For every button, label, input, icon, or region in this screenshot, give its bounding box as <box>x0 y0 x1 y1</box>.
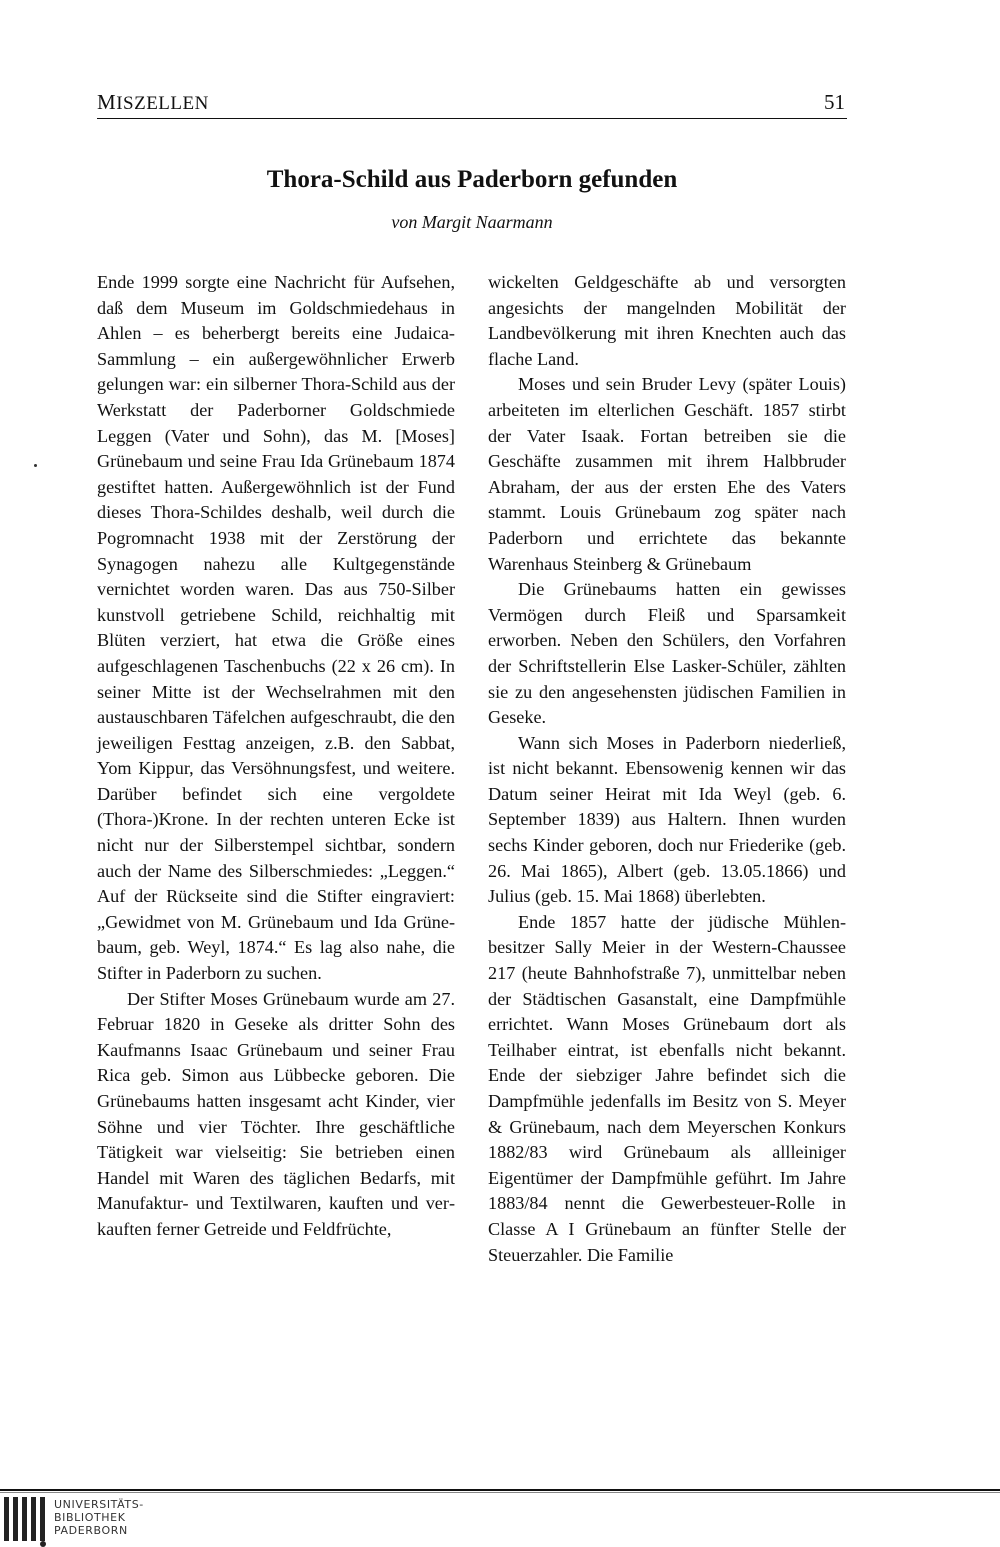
footer-rule-thin <box>0 1492 1000 1493</box>
scan-speck <box>34 464 37 467</box>
article-byline: von Margit Naarmann <box>391 212 553 232</box>
running-head <box>97 88 847 119</box>
logo-text <box>54 1498 144 1537</box>
left-column <box>97 270 455 1243</box>
paragraph: Moses und sein Bruder Levy (später Louis) arbeiteten im elterlichen Geschäft. 1857 stirbt der Vater Isaak. Fortan betreiben sie die Geschäfte zusammen mit ihrem Halbbruder Abraham, der aus der ersten Ehe des Vaters stammt. Louis Grünebaum zog später nach Paderborn und errichtete das bekannte Warenhaus Steinberg & Grünebaum <box>488 374 846 574</box>
right-column <box>488 270 846 1268</box>
paragraph: Ende 1999 sorgte eine Nachricht für Aufsehen, daß dem Museum im Goldschmiedehaus in Ahlen – es beherbergt bereits eine Judaica-Sammlung – ein außergewöhnlicher Erwerb gelungen war: ein silberner Thora-Schild aus der Werkstatt der Paderborner Goldschmiede Leggen (Vater und Sohn), das M. [Moses] Grünebaum und seine Frau Ida Grünebaum 1874 gestiftet hatten. Außergewöhnlich ist der Fund dieses Thora-Schildes deshalb, weil durch die Pogromnacht 1938 mit der Zerstörung der Synagogen nahezu alle Kultgegenstände vernichtet worden waren. Das aus 750-Silber kunstvoll getriebene Schild, reichhaltig mit Blüten verziert, hat etwa die Größe eines aufgeschlagenen Taschenbuchs (22 x 26 cm). In seiner Mitte ist der Wechselrahmen mit den austauschbaren Täfelchen aufgeschraubt, die den jeweiligen Festtag anzeigen, z.B. den Sabbat, Yom Kippur, das Versöhnungsfest, und weitere. Darüber befindet sich eine vergoldete (Thora-)Krone. In der rechten unteren Ecke ist nicht nur der Silberstempel sichtbar, sondern auch der Name des Silberschmiedes: „Leggen.“ Auf der Rückseite sind die Stifter eingraviert: „Gewidmet von M. Grünebaum und Ida Grünebaum, geb. Weyl, 1874.“ Es lag also nahe, die Stifter in Paderborn zu suchen. <box>97 272 455 984</box>
logo-line: BIBLIOTHEK <box>54 1511 126 1524</box>
paragraph: Die Grünebaums hatten ein gewisses Vermögen durch Fleiß und Sparsamkeit erworben. Neben den Schülers, den Vorfahren der Schriftstellerin Else Lasker-Schüler, zählten sie zu den angesehensten jüdischen Familien in Geseke. <box>488 579 846 728</box>
logo-line: UNIVERSITÄTS- <box>54 1498 144 1511</box>
section-title-rest: ISZELLEN <box>116 93 209 114</box>
article-title: Thora-Schild aus Paderborn gefunden <box>266 166 678 193</box>
library-logo <box>0 1495 144 1544</box>
page-number: 51 <box>824 90 845 114</box>
paragraph: Der Stifter Moses Grünebaum wurde am 27. Februar 1820 in Geseke als dritter Sohn des Kaufmanns Isaac Grünebaum und seiner Frau Rica geb. Simon aus Lübbecke geboren. Die Grünebaums hatten insgesamt acht Kinder, vier Söhne und vier Töchter. Ihre geschäftliche Tätigkeit war vielseitig: Sie betrieben einen Handel mit Waren des täglichen Bedarfs, mit Manufaktur- und Textilwaren, kauften und verkauften ferner Getreide und Feldfrüchte, <box>97 988 455 1239</box>
paragraph: wickelten Geldgeschäfte ab und versorgten angesichts der mangelnden Mobilität der Landbevölkerung mit ihren Knechten auch das flache Land. <box>488 272 846 369</box>
footer-rule <box>0 1489 1000 1491</box>
paragraph: Wann sich Moses in Paderborn niederließ, ist nicht bekannt. Ebensowenig kennen wir das Datum seiner Heirat mit Ida Weyl (geb. 6. September 1839) aus Haltern. Ihnen wurden sechs Kinder geboren, doch nur Friederike (geb. 26. Mai 1865), Albert (geb. 13.05.1866) und Julius (geb. 15. Mai 1868) überlebten. <box>488 732 846 907</box>
section-title <box>97 90 209 115</box>
section-title-initial: M <box>97 90 117 114</box>
paragraph: Ende 1857 hatte der jüdische Mühlenbesitzer Sally Meier in der Western-Chaussee 217 (heute Bahnhofstraße 7), unmittelbar neben der Städtischen Gasanstalt, eine Dampfmühle errichtet. Wann Moses Grünebaum dort als Teilhaber eintrat, ist ebenfalls nicht bekannt. Ende der siebziger Jahre befindet sich die Dampfmühle jedenfalls im Besitz von S. Meyer & Grünebaum, nach dem Meyerschen Konkurs 1882/83 wird Grünebaum als allleiniger Eigentümer der Dampfmühle geführt. Im Jahre 1883/84 nennt die Gewerbesteuer-Rolle in Classe A I Grünebaum an fünfter Stelle der Steuerzahler. Die Familie <box>488 911 846 1265</box>
logo-line: PADERBORN <box>54 1524 128 1537</box>
